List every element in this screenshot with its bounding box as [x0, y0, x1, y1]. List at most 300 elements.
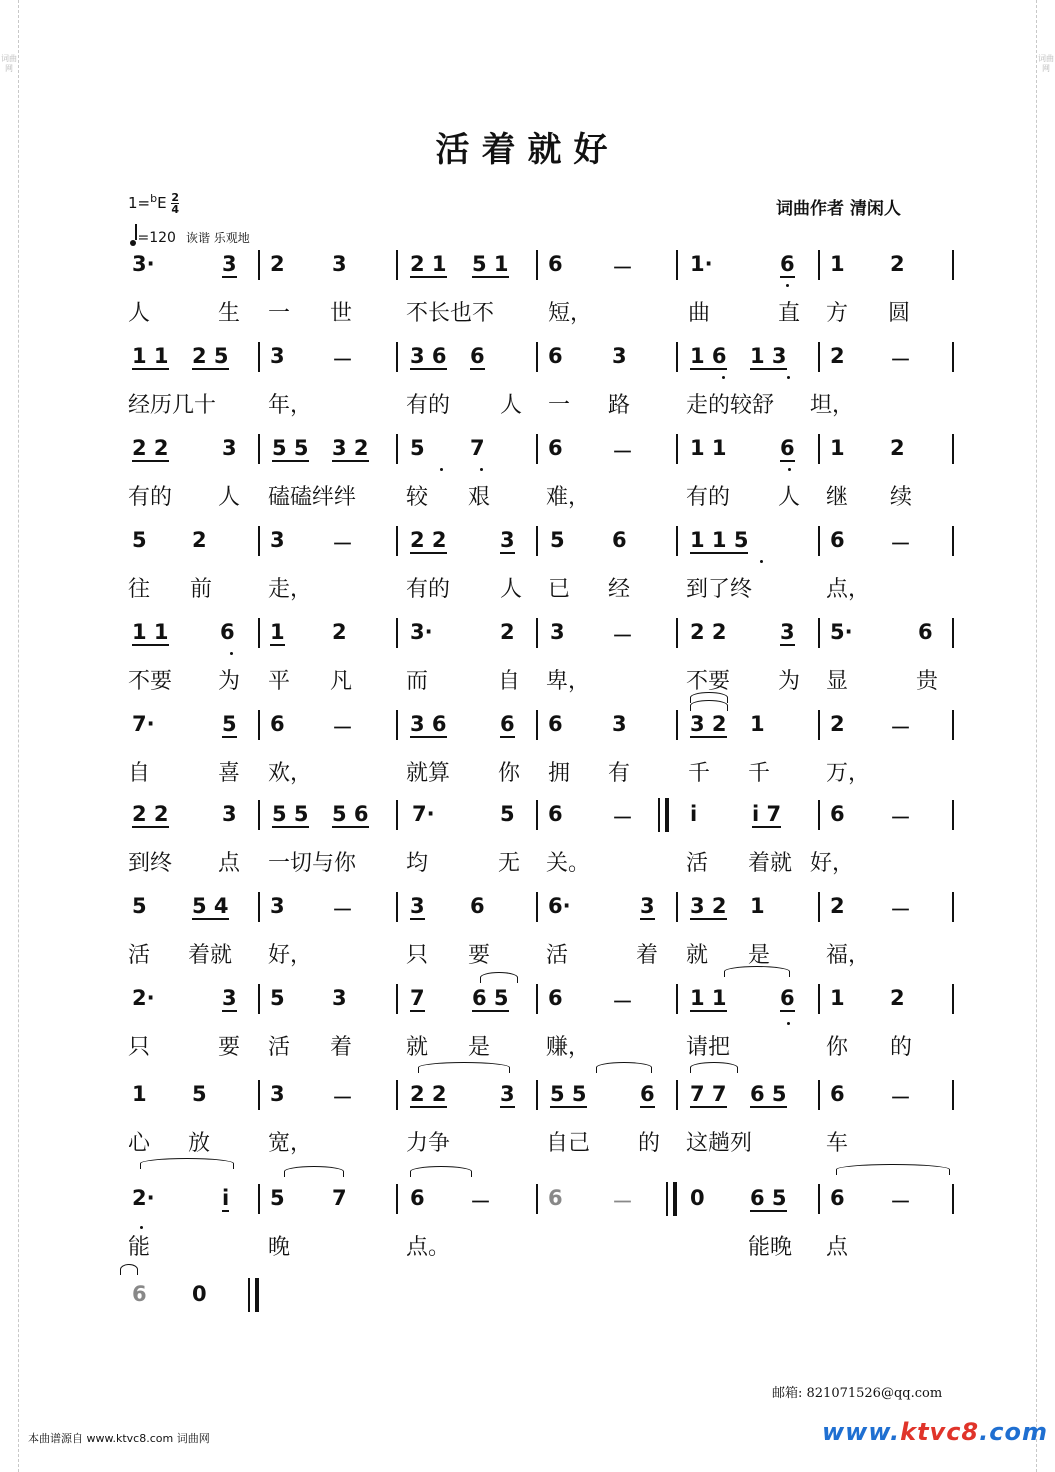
lyric: 就 — [406, 1035, 429, 1060]
note: 6 — [830, 1082, 845, 1106]
note: 3 — [500, 528, 515, 552]
barline — [258, 618, 260, 648]
note: 5 4 — [192, 894, 229, 918]
barline — [396, 434, 398, 464]
barline — [818, 710, 820, 740]
lyric: 方 — [826, 301, 849, 326]
barline — [258, 984, 260, 1014]
lyric: 这趟列 — [686, 1131, 753, 1156]
barline — [952, 1184, 954, 1214]
lyric: 能晚 — [748, 1235, 793, 1260]
note: 5 5 — [272, 802, 309, 826]
note: 6 — [640, 1082, 655, 1106]
note: 3 — [612, 344, 627, 368]
note: 5 — [270, 1186, 285, 1210]
slur — [120, 1264, 138, 1275]
barline — [952, 1080, 954, 1110]
note: 7· — [412, 802, 435, 826]
barline — [818, 1080, 820, 1110]
note: 6 — [548, 986, 563, 1010]
barline — [258, 526, 260, 556]
note: 1 1 — [132, 620, 169, 644]
note: 2 2 — [410, 1082, 447, 1106]
note: 3 — [612, 712, 627, 736]
barline — [536, 618, 538, 648]
note: 3 2 — [690, 712, 727, 736]
lyric: 圆 — [888, 301, 911, 326]
note: 6 — [270, 712, 285, 736]
barline — [396, 1080, 398, 1110]
slur — [690, 692, 728, 703]
note: 6 5 — [750, 1186, 787, 1210]
note: 6 — [470, 344, 485, 368]
barline — [536, 342, 538, 372]
lyric: 短， — [548, 301, 593, 326]
lyric: 经 — [608, 577, 631, 602]
lyric: 欢， — [268, 761, 313, 786]
octave-dot — [722, 376, 725, 379]
note: 6 — [918, 620, 933, 644]
note: － — [890, 348, 911, 372]
barline — [952, 250, 954, 280]
octave-dot — [230, 652, 233, 655]
note: 2 5 — [192, 344, 229, 368]
note: 2 — [890, 986, 905, 1010]
barline — [536, 250, 538, 280]
note: 5 — [192, 1082, 207, 1106]
lyric: 路 — [608, 393, 631, 418]
quarter-note-icon — [130, 240, 136, 246]
barline — [818, 342, 820, 372]
note: 2 2 — [690, 620, 727, 644]
lyric: 走， — [268, 577, 313, 602]
note: 6 — [220, 620, 235, 644]
lyric: 放 — [188, 1131, 211, 1156]
note: 6 — [470, 894, 485, 918]
note: i — [690, 802, 698, 826]
note: 1 1 — [132, 344, 169, 368]
note: 6 — [830, 528, 845, 552]
note: 2 2 — [410, 528, 447, 552]
barline — [396, 1184, 398, 1214]
barline — [818, 434, 820, 464]
barline — [952, 984, 954, 1014]
lyric: 活 — [268, 1035, 291, 1060]
lyric: 一 — [548, 393, 571, 418]
note: 3 — [270, 1082, 285, 1106]
note: 2 1 — [410, 252, 447, 276]
note: 6 — [830, 1186, 845, 1210]
barline — [818, 892, 820, 922]
barline — [952, 892, 954, 922]
note: 3 — [222, 436, 237, 460]
lyric: 力争 — [406, 1131, 451, 1156]
lyric: 坦， — [810, 393, 855, 418]
lyric: 人 — [500, 393, 523, 418]
note: － — [332, 348, 353, 372]
lyric: 心 — [128, 1131, 151, 1156]
lyric: 点， — [826, 577, 871, 602]
barline — [396, 710, 398, 740]
note: 3 — [222, 802, 237, 826]
note: － — [332, 1086, 353, 1110]
lyric: 有的 — [406, 577, 451, 602]
barline — [396, 250, 398, 280]
note: － — [890, 1190, 911, 1214]
note: 3 — [550, 620, 565, 644]
note: 2 — [270, 252, 285, 276]
lyric: 已 — [548, 577, 571, 602]
note: － — [332, 532, 353, 556]
lyric: 有 — [608, 761, 631, 786]
note: 6 — [548, 1186, 563, 1210]
lyric: 赚， — [546, 1035, 591, 1060]
lyric: 自 — [498, 669, 521, 694]
note: 2 2 — [132, 802, 169, 826]
barline — [818, 1184, 820, 1214]
note: 6 — [780, 252, 795, 276]
note: 5· — [830, 620, 853, 644]
note: 6 — [410, 1186, 425, 1210]
lyric: 一切与你 — [268, 851, 357, 876]
lyric: 有的 — [406, 393, 451, 418]
octave-dot — [760, 560, 763, 563]
note: 1 — [830, 986, 845, 1010]
note: 2 — [332, 620, 347, 644]
barline — [536, 892, 538, 922]
barline — [818, 250, 820, 280]
lyric: 不要 — [128, 669, 173, 694]
note: 2 — [830, 344, 845, 368]
barline — [396, 984, 398, 1014]
repeat-start-barline — [658, 798, 669, 832]
barline — [396, 526, 398, 556]
note: 5 — [550, 528, 565, 552]
lyric: 拥 — [548, 761, 571, 786]
barline — [258, 250, 260, 280]
lyric: 福， — [826, 943, 871, 968]
lyric: 关。 — [546, 851, 591, 876]
time-signature: $\frac{2}{4}$ — [171, 191, 180, 216]
note: － — [612, 1190, 633, 1214]
note: 1 1 5 — [690, 528, 749, 552]
lyric: 车 — [826, 1131, 849, 1156]
lyric: 好， — [268, 943, 313, 968]
repeat-end-barline — [666, 1182, 677, 1216]
lyric: 难， — [546, 485, 591, 510]
barline — [536, 984, 538, 1014]
lyric: 经历几十 — [128, 393, 217, 418]
note: 3 2 — [332, 436, 369, 460]
note: 3 — [270, 894, 285, 918]
note: － — [612, 624, 633, 648]
slur — [480, 972, 518, 983]
note: 5 5 — [550, 1082, 587, 1106]
note: 5 — [500, 802, 515, 826]
lyric: 贵 — [916, 669, 939, 694]
note: 0 — [690, 1186, 705, 1210]
barline — [536, 1184, 538, 1214]
note: 1 1 — [690, 436, 727, 460]
note: 1 6 — [690, 344, 727, 368]
note: 6 — [500, 712, 515, 736]
barline — [952, 618, 954, 648]
lyric: 续 — [890, 485, 913, 510]
lyric: 而 — [406, 669, 429, 694]
lyric: 你 — [498, 761, 521, 786]
lyric: 凡 — [330, 669, 353, 694]
note: 6 — [612, 528, 627, 552]
barline — [396, 342, 398, 372]
note: 1 — [750, 712, 765, 736]
lyric: 着就 — [188, 943, 233, 968]
note: 3 — [640, 894, 655, 918]
note: 3· — [132, 252, 155, 276]
lyric: 就 — [686, 943, 709, 968]
lyric: 是 — [748, 943, 771, 968]
note: i 7 — [752, 802, 782, 826]
note: 1 — [270, 620, 285, 644]
note: 6 — [780, 436, 795, 460]
barline — [676, 526, 678, 556]
email: 邮箱: 821071526@qq.com — [772, 1386, 943, 1401]
octave-dot — [140, 1226, 143, 1229]
lyric: 着 — [330, 1035, 353, 1060]
lyric: 无 — [498, 851, 521, 876]
octave-dot — [440, 468, 443, 471]
note: 5 — [270, 986, 285, 1010]
note: 2· — [132, 986, 155, 1010]
note: 1 3 — [750, 344, 787, 368]
lyric: 往 — [128, 577, 151, 602]
lyric: 点 — [218, 851, 241, 876]
barline — [396, 800, 398, 830]
lyric: 人 — [128, 301, 151, 326]
lyric: 有的 — [128, 485, 173, 510]
tempo-marking: =120 诙谐 乐观地 — [130, 226, 250, 246]
note: 6 5 — [750, 1082, 787, 1106]
note: 6 — [548, 436, 563, 460]
note: － — [332, 716, 353, 740]
lyric: 卑， — [546, 669, 591, 694]
note: 6 — [548, 712, 563, 736]
barline — [258, 800, 260, 830]
lyric: 人 — [500, 577, 523, 602]
note: 6 — [548, 802, 563, 826]
note: 3· — [410, 620, 433, 644]
barline — [536, 1080, 538, 1110]
lyric: 为 — [778, 669, 801, 694]
note: 3 — [780, 620, 795, 644]
note: 5 6 — [332, 802, 369, 826]
note: 7· — [132, 712, 155, 736]
note: 3 — [222, 986, 237, 1010]
note: 1 — [830, 436, 845, 460]
barline — [258, 434, 260, 464]
note: 3 2 — [690, 894, 727, 918]
barline — [952, 710, 954, 740]
note: 2 — [830, 894, 845, 918]
lyric: 的 — [638, 1131, 661, 1156]
final-barline — [248, 1278, 259, 1312]
left-watermark-strip: 词曲网 — [0, 0, 19, 1472]
note: 2 — [830, 712, 845, 736]
note: 3 6 — [410, 712, 447, 736]
lyric: 千 — [748, 761, 771, 786]
note: 2 — [890, 252, 905, 276]
slur — [690, 1062, 738, 1073]
lyric: 到了终 — [686, 577, 753, 602]
author-credit: 词曲作者 清闲人 — [776, 199, 901, 219]
lyric: 点 — [826, 1235, 849, 1260]
note: 3 — [270, 528, 285, 552]
note: － — [612, 256, 633, 280]
note: － — [612, 440, 633, 464]
lyric: 较 — [406, 485, 429, 510]
lyric: 晚 — [268, 1235, 291, 1260]
note: － — [470, 1190, 491, 1214]
note: 6 — [548, 252, 563, 276]
note: 3 — [500, 1082, 515, 1106]
slur — [596, 1062, 652, 1073]
note: 6 — [132, 1282, 147, 1306]
barline — [952, 342, 954, 372]
barline — [536, 434, 538, 464]
lyric: 自己 — [546, 1131, 591, 1156]
note: 2· — [132, 1186, 155, 1210]
lyric: 万， — [826, 761, 871, 786]
barline — [952, 526, 954, 556]
slur — [410, 1166, 472, 1177]
lyric: 活 — [128, 943, 151, 968]
note: － — [890, 716, 911, 740]
slur — [724, 966, 790, 977]
barline — [818, 526, 820, 556]
lyric: 你 — [826, 1035, 849, 1060]
lyric: 活 — [546, 943, 569, 968]
barline — [396, 892, 398, 922]
barline — [818, 800, 820, 830]
lyric: 磕磕绊绊 — [268, 485, 357, 510]
barline — [676, 250, 678, 280]
note: － — [612, 806, 633, 830]
note: 2 — [500, 620, 515, 644]
slur — [284, 1166, 344, 1177]
note: 1 — [830, 252, 845, 276]
note: 7 — [332, 1186, 347, 1210]
lyric: 请把 — [686, 1035, 731, 1060]
lyric: 继 — [826, 485, 849, 510]
lyric: 喜 — [218, 761, 241, 786]
note: 6· — [548, 894, 571, 918]
barline — [818, 984, 820, 1014]
note: 3 — [332, 986, 347, 1010]
note: 7 — [470, 436, 485, 460]
barline — [536, 710, 538, 740]
lyric: 为 — [218, 669, 241, 694]
note: 3 6 — [410, 344, 447, 368]
barline — [258, 1184, 260, 1214]
barline — [952, 800, 954, 830]
lyric: 不要 — [686, 669, 731, 694]
lyric: 平 — [268, 669, 291, 694]
barline — [952, 434, 954, 464]
lyric: 走的较舒 — [686, 393, 775, 418]
lyric: 生 — [218, 301, 241, 326]
lyric: 点。 — [406, 1235, 451, 1260]
lyric: 直 — [778, 301, 801, 326]
note: 3 — [222, 252, 237, 276]
note: 5 — [410, 436, 425, 460]
note: 5 1 — [472, 252, 509, 276]
lyric: 着就 — [748, 851, 793, 876]
note: 2 — [192, 528, 207, 552]
slur — [140, 1158, 234, 1169]
lyric: 好， — [810, 851, 855, 876]
note: 7 — [410, 986, 425, 1010]
lyric: 人 — [778, 485, 801, 510]
barline — [676, 434, 678, 464]
note: 6 5 — [472, 986, 509, 1010]
barline — [676, 342, 678, 372]
note: i — [222, 1186, 230, 1210]
note: － — [890, 532, 911, 556]
note: － — [890, 1086, 911, 1110]
note: 0 — [192, 1282, 207, 1306]
barline — [536, 526, 538, 556]
lyric: 活 — [686, 851, 709, 876]
octave-dot — [786, 284, 789, 287]
lyric: 有的 — [686, 485, 731, 510]
barline — [676, 710, 678, 740]
barline — [676, 892, 678, 922]
lyric: 的 — [890, 1035, 913, 1060]
lyric: 只 — [406, 943, 429, 968]
note: 3 — [270, 344, 285, 368]
octave-dot — [788, 468, 791, 471]
barline — [258, 342, 260, 372]
note: 1· — [690, 252, 713, 276]
song-title: 活着就好 — [435, 130, 620, 170]
lyric: 宽， — [268, 1131, 313, 1156]
lyric: 均 — [406, 851, 429, 876]
octave-dot — [787, 376, 790, 379]
lyric: 只 — [128, 1035, 151, 1060]
barline — [396, 618, 398, 648]
lyric: 人 — [218, 485, 241, 510]
lyric: 千 — [688, 761, 711, 786]
barline — [258, 1080, 260, 1110]
note: 7 7 — [690, 1082, 727, 1106]
lyric: 能 — [128, 1235, 151, 1260]
site-logo: www.ktvc8.com — [822, 1418, 1048, 1446]
lyric: 一 — [268, 301, 291, 326]
lyric: 曲 — [688, 301, 711, 326]
note: － — [890, 806, 911, 830]
note: 1 — [132, 1082, 147, 1106]
barline — [258, 710, 260, 740]
key-signature: $1=^bE \frac{2}{4}$ — [128, 191, 180, 216]
note: 1 1 — [690, 986, 727, 1010]
barline — [258, 892, 260, 922]
lyric: 着 — [636, 943, 659, 968]
note: － — [612, 990, 633, 1014]
octave-dot — [480, 468, 483, 471]
barline — [536, 800, 538, 830]
barline — [818, 618, 820, 648]
lyric: 要 — [468, 943, 491, 968]
slur — [418, 1062, 510, 1073]
